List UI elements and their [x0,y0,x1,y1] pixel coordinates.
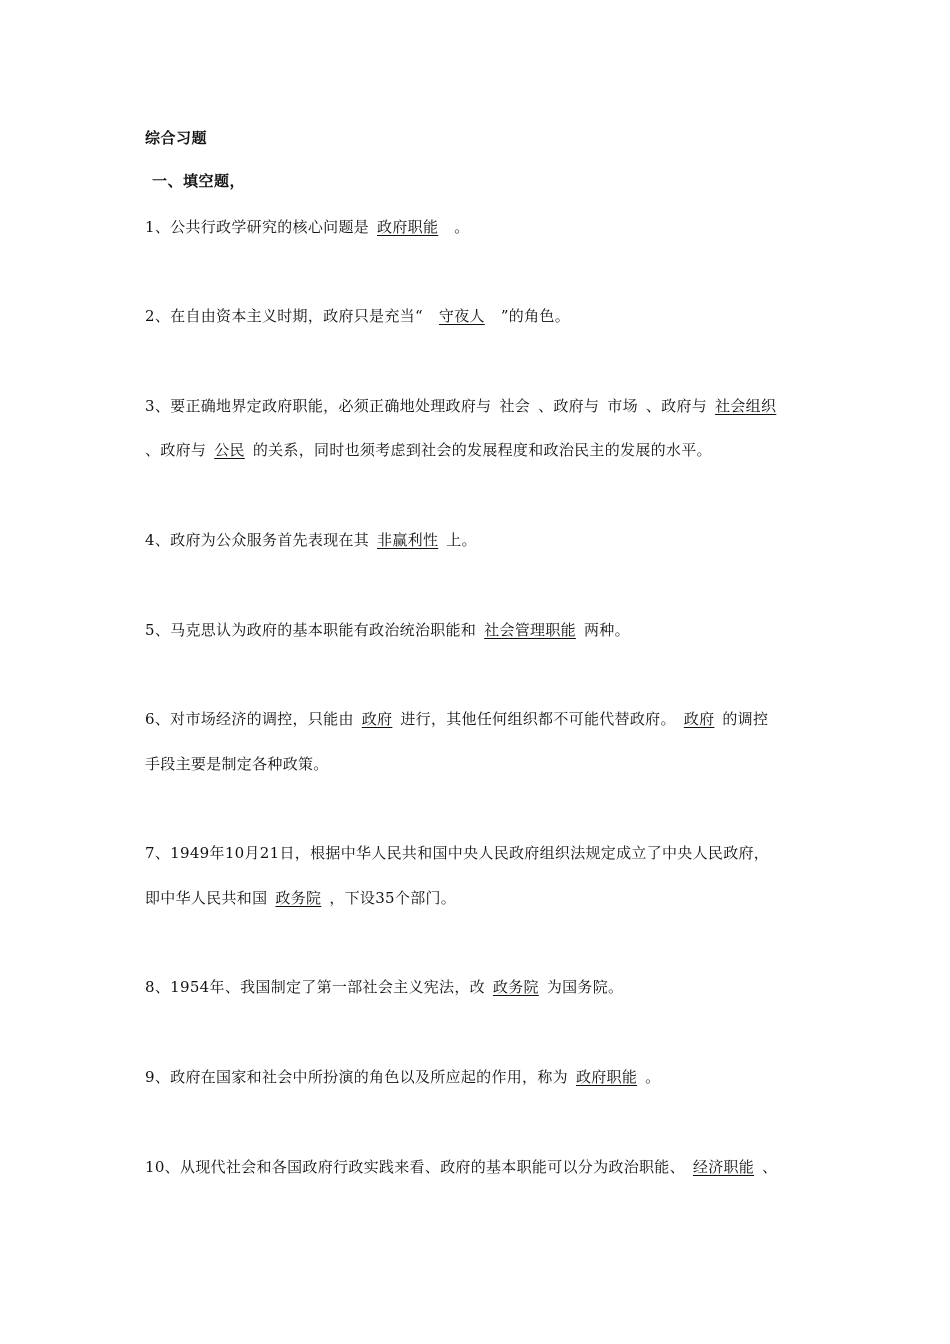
question-text: 。 [454,218,470,236]
answer-blank: 社会管理职能 [484,621,576,639]
question-3-line-1 [145,396,776,416]
answer-blank: 经济职能 [692,1158,755,1176]
question-text: 。 [645,1068,661,1086]
question-7-line-2 [145,888,456,908]
answer-blank: 政务院 [275,889,322,907]
answer-blank: 政府职能 [377,218,439,236]
question-text: 1、公共行政学研究的核心问题是 [145,218,370,236]
question-4 [145,530,477,550]
question-text: 9、政府在国家和社会中所扮演的角色以及所应起的作用，称为 [145,1068,568,1086]
question-text: 、 [762,1158,778,1176]
question-9 [145,1067,660,1087]
question-5 [145,620,630,640]
answer-blank: 守夜人 [438,307,485,325]
document-title: 综合习题 [145,129,208,147]
question-text: 手段主要是制定各种政策。 [145,755,329,773]
question-text: 5、马克思认为政府的基本职能有政治统治职能和 [145,621,477,639]
section-heading: 一、填空题， [152,172,246,190]
question-text: 2、在自由资本主义时期，政府只是充当“ [145,307,423,325]
answer-blank: 社会组织 [715,397,777,415]
question-10 [145,1157,777,1177]
answer-plain: 社会 [499,397,531,415]
question-3-line-2 [145,440,712,460]
question-text: 6、对市场经济的调控，只能由 [145,710,354,728]
question-2 [145,306,570,326]
question-text: ，下设35个部门。 [329,889,457,907]
answer-plain: 市场 [607,397,638,415]
question-text: 、政府与 [538,397,600,415]
question-text: ”的角色。 [500,307,570,325]
question-6-line-1 [145,709,768,729]
question-text: 进行，其他任何组织都不可能代替政府。 [400,710,676,728]
answer-blank: 公民 [214,441,245,459]
answer-blank: 非赢利性 [377,531,439,549]
question-6-line-2 [145,754,329,774]
question-text: 的关系，同时也须考虑到社会的发展程度和政治民主的发展的水平。 [252,441,712,459]
question-1 [145,217,470,237]
question-text: 4、政府为公众服务首先表现在其 [145,531,370,549]
answer-blank: 政府职能 [575,1068,638,1086]
question-text: 、政府与 [145,441,207,459]
question-text: 、政府与 [645,397,708,415]
question-text: 即中华人民共和国 [145,889,268,907]
question-text: 3、要正确地界定政府职能，必须正确地处理政府与 [145,397,492,415]
question-text: 为国务院。 [546,978,624,996]
answer-blank: 政府 [683,710,715,728]
question-text: 7、1949年10月21日，根据中华人民共和国中央人民政府组织法规定成立了中央人民政府， [145,844,770,862]
answer-blank: 政务院 [492,978,539,996]
question-8 [145,977,623,997]
question-text: 上。 [446,531,477,549]
question-text: 的调控 [722,710,769,728]
question-text: 两种。 [583,621,630,639]
answer-blank: 政府 [361,710,393,728]
question-text: 10、从现代社会和各国政府行政实践来看、政府的基本职能可以分为政治职能、 [145,1158,685,1176]
question-7-line-1 [145,843,769,863]
question-text: 8、1954年、我国制定了第一部社会主义宪法，改 [145,978,485,996]
